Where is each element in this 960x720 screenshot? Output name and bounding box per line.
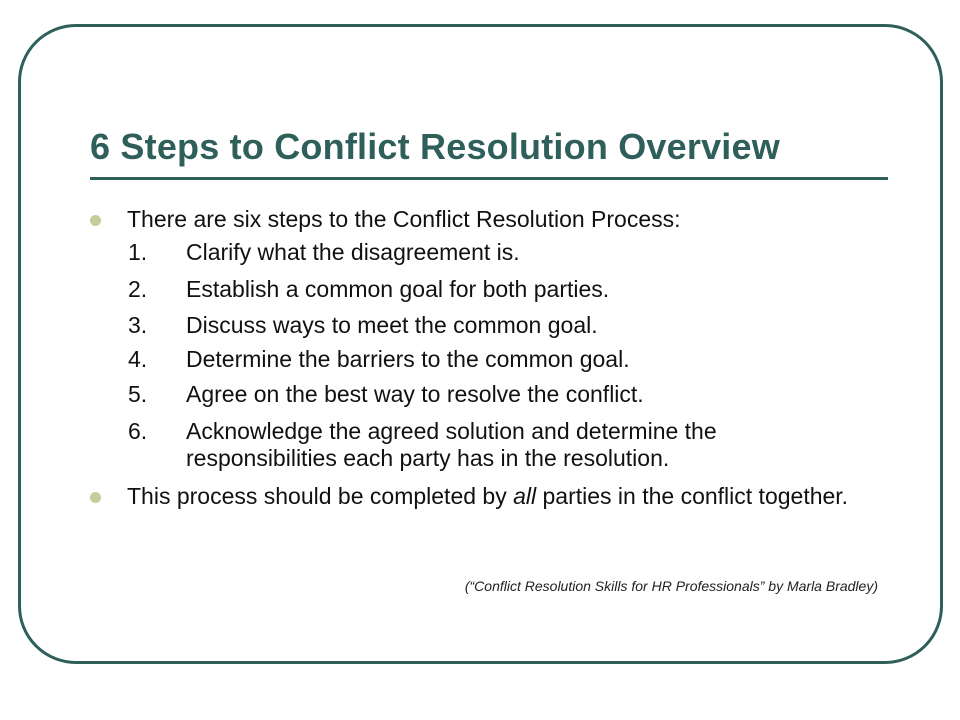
step-number: 6. xyxy=(128,418,148,444)
step-text: Clarify what the disagreement is. xyxy=(186,239,520,265)
slide-title: 6 Steps to Conflict Resolution Overview xyxy=(90,126,780,167)
step-number: 1. xyxy=(128,239,148,265)
bullet-closing xyxy=(90,483,890,537)
citation: (“Conflict Resolution Skills for HR Professionals” by Marla Bradley) xyxy=(464,578,878,594)
bullet-dot-icon xyxy=(90,215,101,226)
step-text: Establish a common goal for both parties. xyxy=(186,276,610,302)
closing-text-before: This process should be completed by xyxy=(127,483,514,509)
bullet-closing-text xyxy=(127,483,877,510)
closing-emphasis: all xyxy=(513,483,537,509)
bullet-intro xyxy=(90,206,890,233)
step-number: 5. xyxy=(128,381,148,407)
bullet-dot-icon xyxy=(90,492,101,503)
step-number: 3. xyxy=(128,312,148,338)
step-number: 2. xyxy=(128,276,148,302)
closing-text-after: parties in the conflict together. xyxy=(536,483,849,509)
step-text: Agree on the best way to resolve the conflict. xyxy=(186,381,644,407)
step-text: Determine the barriers to the common goal. xyxy=(186,346,630,372)
step-number: 4. xyxy=(128,346,148,372)
bullet-intro-text: There are six steps to the Conflict Resolution Process: xyxy=(127,206,681,232)
step-text: Acknowledge the agreed solution and determine the responsibilities each party has in the resolution. xyxy=(186,418,717,471)
title-underline xyxy=(90,177,888,180)
slide-frame xyxy=(18,24,943,664)
step-text: Discuss ways to meet the common goal. xyxy=(186,312,598,338)
